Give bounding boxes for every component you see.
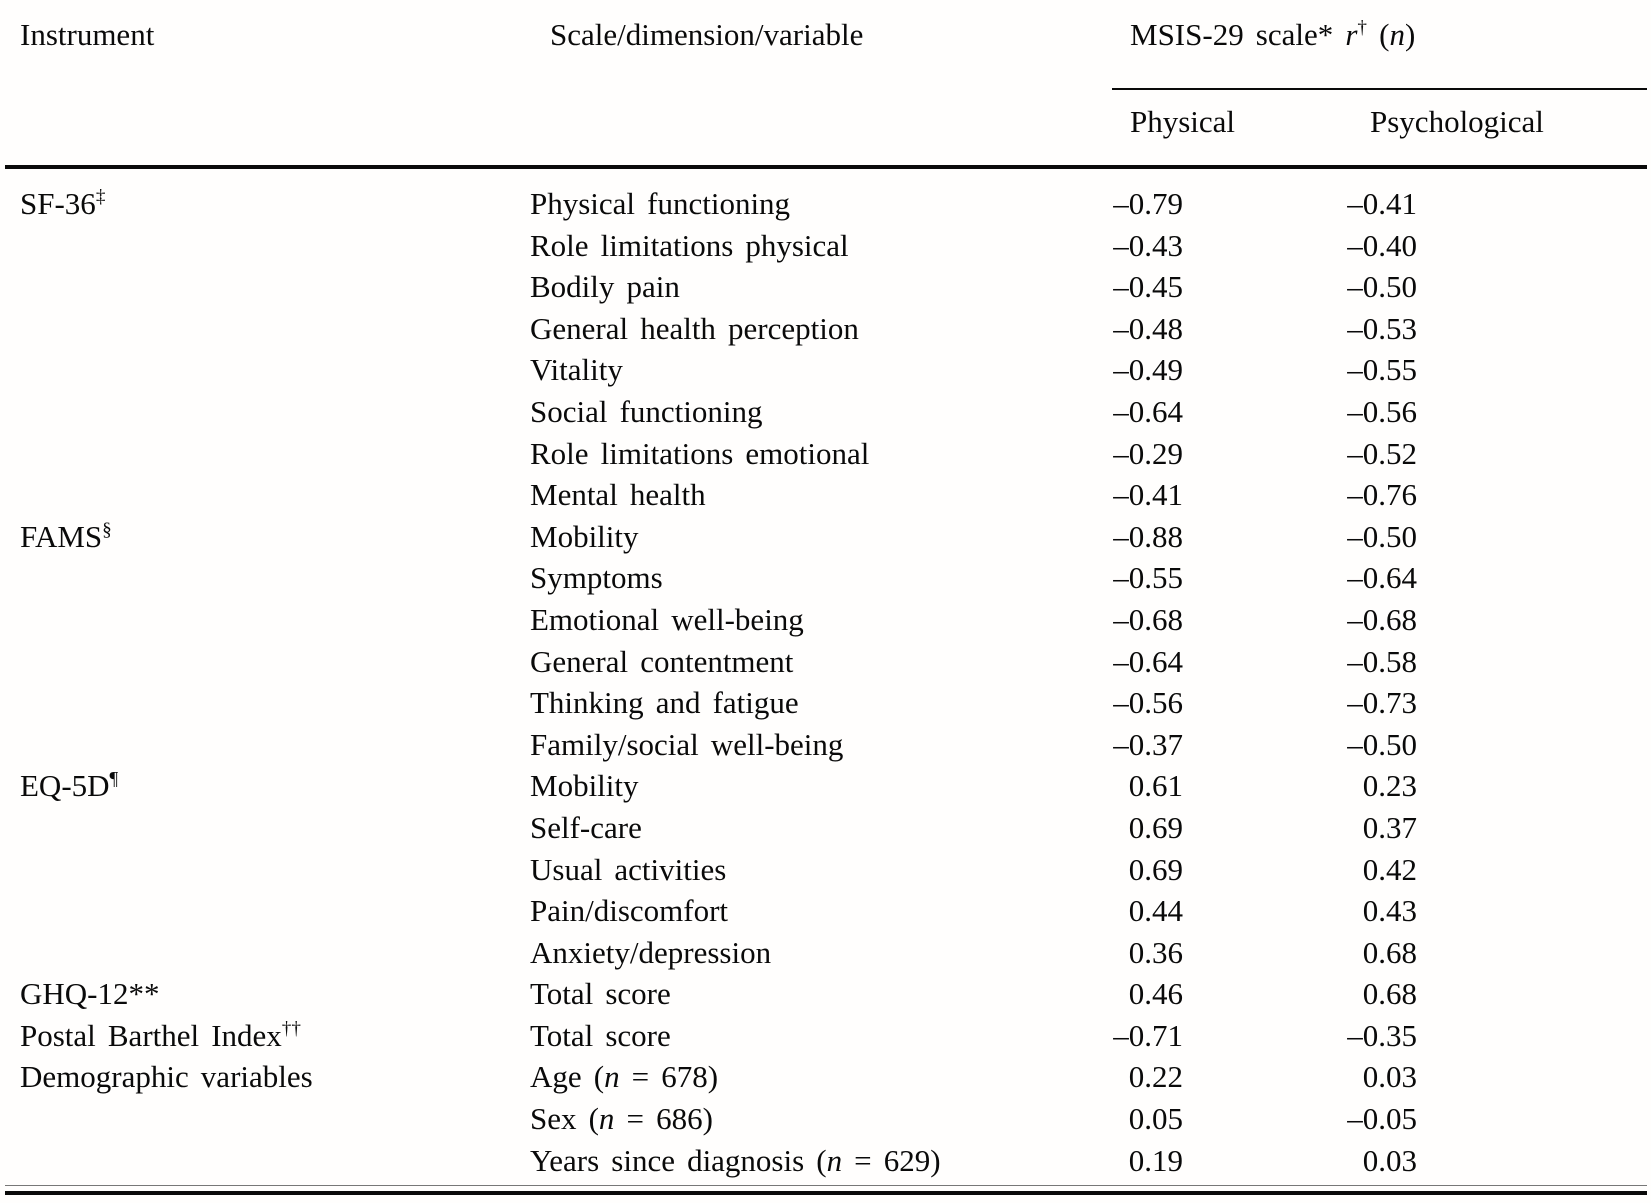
table-row — [0, 1015, 1651, 1057]
instrument-cell — [0, 765, 530, 807]
psychological-cell — [1330, 1098, 1651, 1140]
scale-label: Usual activities — [530, 851, 727, 887]
physical-value: –0.79 — [1113, 186, 1183, 221]
psychological-cell — [1330, 1015, 1651, 1057]
psychological-value: –0.40 — [1347, 227, 1417, 263]
physical-cell — [1092, 308, 1330, 350]
scale-cell — [530, 1098, 1092, 1140]
physical-cell — [1092, 391, 1330, 433]
physical-cell — [1092, 682, 1330, 724]
msis-group-r: r — [1345, 17, 1358, 52]
instrument-cell — [0, 183, 530, 225]
physical-value: 0.69 — [1128, 809, 1183, 845]
physical-cell — [1092, 932, 1330, 974]
scale-label: Family/social well-being — [530, 726, 844, 762]
psychological-cell — [1330, 599, 1651, 641]
physical-value: –0.55 — [1113, 560, 1183, 596]
psychological-value: 0.37 — [1362, 809, 1417, 845]
psychological-cell — [1330, 932, 1651, 974]
table-row — [0, 516, 1651, 558]
instrument-cell — [0, 433, 530, 475]
psychological-cell — [1330, 682, 1651, 724]
scale-cell — [530, 557, 1092, 599]
table-row — [0, 391, 1651, 433]
psychological-cell — [1330, 266, 1651, 308]
psychological-cell — [1330, 765, 1651, 807]
instrument-cell — [0, 516, 530, 558]
column-header-psychological: Psychological — [1370, 104, 1544, 139]
psychological-value: –0.73 — [1347, 685, 1417, 721]
table-row — [0, 433, 1651, 475]
instrument-label: FAMS — [20, 518, 103, 554]
instrument-cell — [0, 807, 530, 849]
instrument-cell — [0, 349, 530, 391]
physical-value: –0.64 — [1113, 393, 1183, 429]
table-row — [0, 1140, 1651, 1182]
table-row — [0, 890, 1651, 932]
msis-group-n-open: ( — [1367, 17, 1390, 52]
scale-cell — [530, 682, 1092, 724]
physical-cell — [1092, 557, 1330, 599]
psychological-cell — [1330, 225, 1651, 267]
psychological-value: –0.58 — [1347, 643, 1417, 679]
physical-cell — [1092, 1015, 1330, 1057]
scale-cell — [530, 308, 1092, 350]
psychological-cell — [1330, 516, 1651, 558]
instrument-cell — [0, 266, 530, 308]
scale-label: Role limitations emotional — [530, 435, 870, 471]
psychological-value: –0.41 — [1347, 186, 1417, 221]
scale-cell — [530, 1140, 1092, 1182]
physical-cell — [1092, 599, 1330, 641]
scale-text: = 686) — [614, 1101, 713, 1137]
table-row — [0, 266, 1651, 308]
psychological-value: –0.50 — [1347, 269, 1417, 305]
psychological-value: –0.56 — [1347, 393, 1417, 429]
psychological-cell — [1330, 1056, 1651, 1098]
instrument-cell — [0, 1056, 530, 1098]
instrument-cell — [0, 682, 530, 724]
physical-cell — [1092, 266, 1330, 308]
scale-cell — [530, 1015, 1092, 1057]
table-header-row-1 — [0, 14, 1651, 56]
column-header-scale: Scale/dimension/variable — [550, 17, 864, 52]
psychological-cell — [1330, 973, 1651, 1015]
column-header-physical: Physical — [1130, 104, 1236, 139]
scale-cell — [530, 849, 1092, 891]
physical-cell — [1092, 1140, 1330, 1182]
table-row — [0, 765, 1651, 807]
scale-text: Years since diagnosis ( — [530, 1142, 827, 1178]
psychological-cell — [1330, 890, 1651, 932]
msis-group-n: n — [1389, 17, 1405, 52]
instrument-cell — [0, 724, 530, 766]
psychological-cell — [1330, 474, 1651, 516]
psychological-cell — [1330, 1140, 1651, 1182]
physical-cell — [1092, 516, 1330, 558]
msis-group-n-close: ) — [1404, 17, 1416, 52]
spanner-rule — [1112, 88, 1647, 90]
physical-value: –0.68 — [1113, 601, 1183, 637]
scale-cell — [530, 391, 1092, 433]
psychological-cell — [1330, 308, 1651, 350]
bottom-hairline-rule — [5, 1185, 1647, 1186]
instrument-cell — [0, 308, 530, 350]
psychological-cell — [1330, 807, 1651, 849]
instrument-cell — [0, 557, 530, 599]
table-row — [0, 474, 1651, 516]
scale-italic-n: n — [604, 1059, 620, 1095]
physical-value: –0.71 — [1113, 1017, 1183, 1053]
physical-cell — [1092, 890, 1330, 932]
physical-value: 0.44 — [1128, 893, 1183, 929]
psychological-cell — [1330, 349, 1651, 391]
scale-label: Emotional well-being — [530, 601, 804, 637]
table-row — [0, 973, 1651, 1015]
psychological-value: 0.68 — [1362, 976, 1417, 1012]
column-header-msis-group — [1130, 14, 1415, 56]
scale-cell — [530, 266, 1092, 308]
scale-cell — [530, 890, 1092, 932]
physical-value: –0.56 — [1113, 685, 1183, 721]
scale-italic-n: n — [598, 1101, 615, 1137]
scale-label: Physical functioning — [530, 186, 791, 221]
physical-cell — [1092, 849, 1330, 891]
psychological-value: 0.03 — [1362, 1142, 1417, 1178]
instrument-cell — [0, 849, 530, 891]
physical-value: 0.05 — [1128, 1101, 1183, 1137]
footnote-marker: ¶ — [109, 768, 119, 790]
psychological-cell — [1330, 849, 1651, 891]
table-row — [0, 1098, 1651, 1140]
instrument-cell — [0, 474, 530, 516]
physical-value: –0.64 — [1113, 643, 1183, 679]
instrument-cell — [0, 1098, 530, 1140]
scale-label: Mobility — [530, 768, 639, 804]
footnote-marker: †† — [281, 1018, 301, 1040]
scale-label: Social functioning — [530, 393, 763, 429]
scale-label: Anxiety/depression — [530, 934, 772, 970]
scale-text: = 629) — [842, 1142, 941, 1178]
scale-label: Symptoms — [530, 560, 663, 596]
table-row — [0, 807, 1651, 849]
instrument-cell — [0, 599, 530, 641]
physical-cell — [1092, 433, 1330, 475]
psychological-value: 0.23 — [1362, 768, 1417, 804]
physical-value: –0.48 — [1113, 310, 1183, 346]
scale-label: General health perception — [530, 310, 859, 346]
scale-italic-n: n — [826, 1142, 843, 1178]
scale-cell — [530, 807, 1092, 849]
psychological-value: –0.68 — [1347, 601, 1417, 637]
scale-label: General contentment — [530, 643, 794, 679]
physical-cell — [1092, 724, 1330, 766]
scale-label: Mobility — [530, 518, 639, 554]
table-row — [0, 932, 1651, 974]
scale-text: = 678) — [619, 1059, 719, 1095]
psychological-value: –0.05 — [1347, 1101, 1417, 1137]
psychological-cell — [1330, 641, 1651, 683]
scale-label: Bodily pain — [530, 269, 680, 305]
physical-cell — [1092, 1056, 1330, 1098]
scale-cell — [530, 183, 1092, 225]
instrument-cell — [0, 1140, 530, 1182]
instrument-label: GHQ-12** — [20, 976, 160, 1012]
psychological-value: –0.50 — [1347, 726, 1417, 762]
instrument-label: Postal Barthel Index — [20, 1017, 282, 1053]
table-row — [0, 641, 1651, 683]
instrument-label: SF-36 — [20, 186, 96, 221]
physical-value: 0.69 — [1128, 851, 1183, 887]
table-row — [0, 557, 1651, 599]
bottom-rule — [5, 1191, 1647, 1195]
psychological-cell — [1330, 183, 1651, 225]
header-rule — [5, 165, 1647, 169]
scale-text: Sex ( — [530, 1101, 599, 1137]
psychological-value: –0.35 — [1347, 1017, 1417, 1053]
scale-label: Role limitations physical — [530, 227, 849, 263]
scale-text: Age ( — [530, 1059, 605, 1095]
table-body — [0, 183, 1651, 1181]
physical-cell — [1092, 474, 1330, 516]
scale-cell — [530, 225, 1092, 267]
psychological-value: –0.76 — [1347, 477, 1417, 513]
physical-cell — [1092, 225, 1330, 267]
psychological-cell — [1330, 433, 1651, 475]
table-row — [0, 225, 1651, 267]
physical-value: 0.36 — [1128, 934, 1183, 970]
table-row — [0, 682, 1651, 724]
scale-cell — [530, 516, 1092, 558]
scale-label: Mental health — [530, 477, 706, 513]
physical-value: –0.37 — [1113, 726, 1183, 762]
table-row — [0, 849, 1651, 891]
instrument-cell — [0, 932, 530, 974]
physical-cell — [1092, 349, 1330, 391]
physical-cell — [1092, 973, 1330, 1015]
scale-label: Pain/discomfort — [530, 893, 729, 929]
psychological-cell — [1330, 391, 1651, 433]
instrument-cell — [0, 1015, 530, 1057]
scale-label: Self-care — [530, 809, 642, 845]
table-row — [0, 724, 1651, 766]
column-header-instrument: Instrument — [20, 17, 155, 52]
table-row — [0, 349, 1651, 391]
scale-label: Total score — [530, 1017, 671, 1053]
physical-value: 0.61 — [1128, 768, 1183, 804]
psychological-value: –0.50 — [1347, 518, 1417, 554]
instrument-cell — [0, 391, 530, 433]
psychological-cell — [1330, 724, 1651, 766]
psychological-value: 0.68 — [1362, 934, 1417, 970]
psychological-value: 0.43 — [1362, 893, 1417, 929]
scale-cell — [530, 474, 1092, 516]
psychological-value: 0.03 — [1362, 1059, 1417, 1095]
physical-value: –0.49 — [1113, 352, 1183, 388]
physical-value: 0.19 — [1128, 1142, 1183, 1178]
scale-label: Vitality — [530, 352, 623, 388]
footnote-marker: § — [102, 519, 112, 541]
scale-cell — [530, 1056, 1092, 1098]
physical-value: –0.45 — [1113, 269, 1183, 305]
msis-group-prefix: MSIS-29 scale* — [1130, 17, 1346, 52]
scale-cell — [530, 973, 1092, 1015]
footnote-marker: ‡ — [95, 186, 106, 208]
scale-cell — [530, 433, 1092, 475]
scale-cell — [530, 641, 1092, 683]
table-row — [0, 183, 1651, 225]
psychological-value: –0.52 — [1347, 435, 1417, 471]
physical-value: –0.43 — [1113, 227, 1183, 263]
psychological-value: –0.53 — [1347, 310, 1417, 346]
physical-value: 0.22 — [1128, 1059, 1183, 1095]
scale-cell — [530, 599, 1092, 641]
physical-cell — [1092, 807, 1330, 849]
table-row — [0, 1056, 1651, 1098]
physical-cell — [1092, 183, 1330, 225]
scale-cell — [530, 349, 1092, 391]
scale-cell — [530, 932, 1092, 974]
instrument-cell — [0, 641, 530, 683]
physical-value: –0.88 — [1113, 518, 1183, 554]
dagger-footnote-marker: † — [1357, 17, 1368, 39]
instrument-cell — [0, 890, 530, 932]
psychological-value: –0.55 — [1347, 352, 1417, 388]
psychological-value: 0.42 — [1362, 851, 1417, 887]
scale-label: Thinking and fatigue — [530, 685, 799, 721]
physical-value: –0.29 — [1113, 435, 1183, 471]
instrument-label: EQ-5D — [20, 768, 110, 804]
table-row — [0, 599, 1651, 641]
scale-cell — [530, 765, 1092, 807]
instrument-cell — [0, 973, 530, 1015]
scale-label: Total score — [530, 976, 671, 1012]
physical-cell — [1092, 765, 1330, 807]
table-row — [0, 308, 1651, 350]
physical-cell — [1092, 641, 1330, 683]
psychological-value: –0.64 — [1347, 560, 1417, 596]
table-header-row-2 — [0, 101, 1651, 143]
instrument-label: Demographic variables — [20, 1059, 313, 1095]
scale-cell — [530, 724, 1092, 766]
physical-value: 0.46 — [1128, 976, 1183, 1012]
instrument-cell — [0, 225, 530, 267]
physical-cell — [1092, 1098, 1330, 1140]
physical-value: –0.41 — [1113, 477, 1183, 513]
psychological-cell — [1330, 557, 1651, 599]
